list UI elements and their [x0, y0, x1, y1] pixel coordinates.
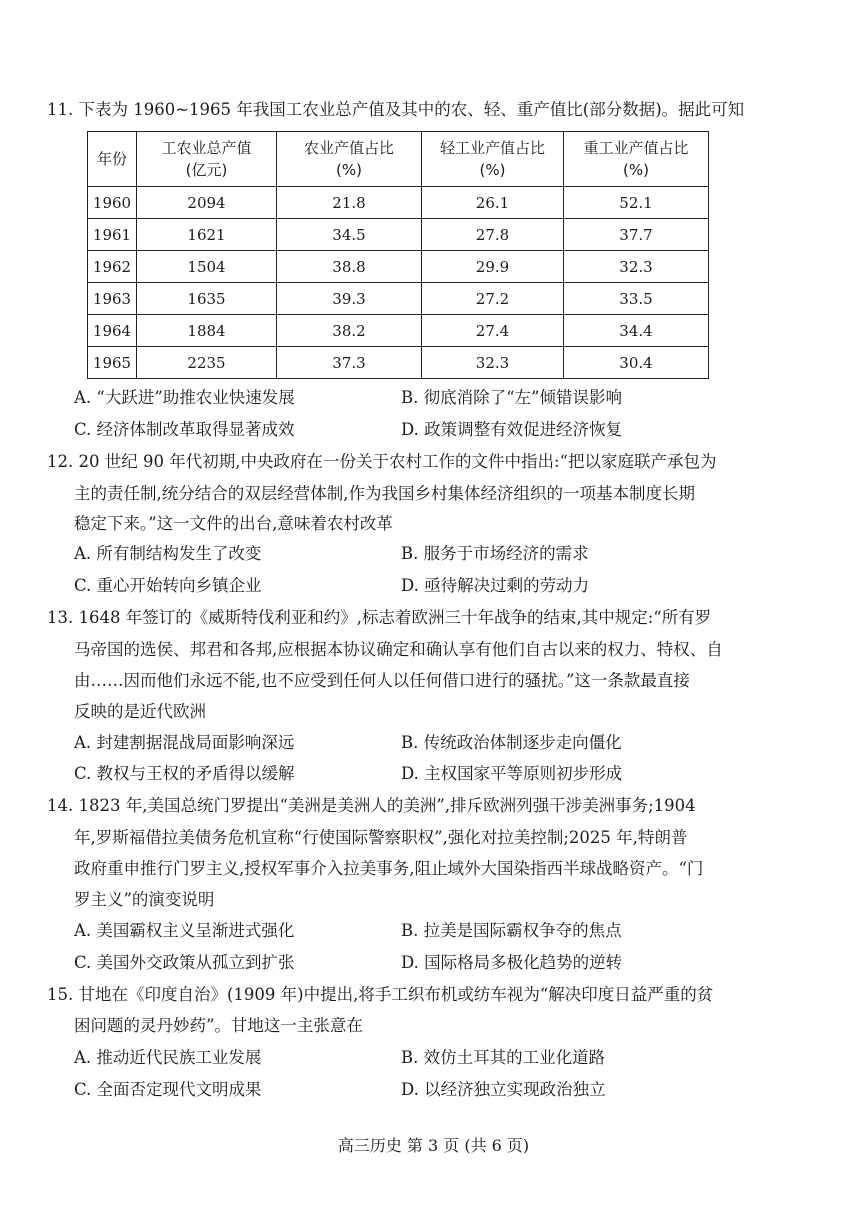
q13-line-4: 反映的是近代欧洲	[74, 702, 206, 721]
table-cell: 32.3	[564, 251, 709, 283]
q13-line-1: 13. 1648 年签订的《威斯特伐利亚和约》,标志着欧洲三十年战争的结束,其中规定:“所有罗	[47, 608, 712, 627]
table-cell: 34.5	[277, 219, 422, 251]
table-cell: 1963	[88, 283, 137, 315]
table-row	[88, 347, 709, 379]
table-cell: 52.1	[564, 187, 709, 219]
q12-option-d: D. 亟待解决过剩的劳动力	[401, 576, 590, 595]
table-cell: 1621	[137, 219, 277, 251]
table-header-row	[88, 132, 709, 187]
q14-option-a: A. 美国霸权主义呈渐进式强化	[74, 921, 295, 940]
header-light-industry-share: 轻工业产值占比 (%)	[422, 132, 564, 187]
q14-option-c: C. 美国外交政策从孤立到扩张	[74, 953, 295, 972]
q13-line-3: 由……因而他们永远不能,也不应受到任何人以任何借口进行的骚扰。”这一条款最直接	[74, 671, 690, 690]
table-cell: 1965	[88, 347, 137, 379]
q13-option-d: D. 主权国家平等原则初步形成	[401, 764, 623, 783]
q14-option-d: D. 国际格局多极化趋势的逆转	[401, 953, 623, 972]
header-heavy-industry-share: 重工业产值占比 (%)	[564, 132, 709, 187]
q14-option-b: B. 拉美是国际霸权争夺的焦点	[401, 921, 622, 940]
q11-option-c: C. 经济体制改革取得显著成效	[74, 420, 295, 439]
q14-line-4: 罗主义”的演变说明	[74, 890, 215, 909]
table-cell: 26.1	[422, 187, 564, 219]
table-row	[88, 219, 709, 251]
table-cell: 29.9	[422, 251, 564, 283]
table-row	[88, 283, 709, 315]
table-cell: 27.2	[422, 283, 564, 315]
table-cell: 38.2	[277, 315, 422, 347]
q11-stem: 11. 下表为 1960~1965 年我国工农业总产值及其中的农、轻、重产值比(部分数据)。据此可知	[47, 100, 745, 119]
page-footer: 高三历史 第 3 页 (共 6 页)	[337, 1136, 530, 1155]
q12-option-a: A. 所有制结构发生了改变	[74, 544, 262, 563]
table-cell: 21.8	[277, 187, 422, 219]
table-cell: 37.3	[277, 347, 422, 379]
q13-option-a: A. 封建割据混战局面影响深远	[74, 733, 295, 752]
table-cell: 27.8	[422, 219, 564, 251]
q12-line-3: 稳定下来。”这一文件的出台,意味着农村改革	[74, 514, 393, 533]
table-cell: 34.4	[564, 315, 709, 347]
table-cell: 2235	[137, 347, 277, 379]
q15-line-1: 15. 甘地在《印度自治》(1909 年)中提出,将手工织布机或纺车视为“解决印度日益严重的贫	[47, 985, 714, 1004]
q12-line-1: 12. 20 世纪 90 年代初期,中央政府在一份关于农村工作的文件中指出:“把以家庭联产承包为	[47, 452, 717, 471]
table-cell: 1961	[88, 219, 137, 251]
q14-line-1: 14. 1823 年,美国总统门罗提出“美洲是美洲人的美洲”,排斥欧洲列强干涉美洲事务;1904	[47, 796, 696, 815]
table-cell: 37.7	[564, 219, 709, 251]
q12-line-2: 主的责任制,统分结合的双层经营体制,作为我国乡村集体经济组织的一项基本制度长期	[74, 484, 695, 503]
table-cell: 1504	[137, 251, 277, 283]
q11-option-b: B. 彻底消除了“左”倾错误影响	[401, 388, 622, 407]
q13-line-2: 马帝国的选侯、邦君和各邦,应根据本协议确定和确认享有他们自古以来的权力、特权、自	[74, 640, 723, 659]
table-cell: 38.8	[277, 251, 422, 283]
q11-option-d: D. 政策调整有效促进经济恢复	[401, 420, 623, 439]
q11-option-a: A. “大跃进”助推农业快速发展	[74, 388, 295, 407]
q13-option-c: C. 教权与王权的矛盾得以缓解	[74, 764, 295, 783]
header-agriculture-share: 农业产值占比 (%)	[277, 132, 422, 187]
q15-option-a: A. 推动近代民族工业发展	[74, 1048, 262, 1067]
table-cell: 1962	[88, 251, 137, 283]
table-cell: 33.5	[564, 283, 709, 315]
header-year: 年份	[88, 132, 137, 187]
q15-option-d: D. 以经济独立实现政治独立	[401, 1080, 606, 1099]
table-cell: 1964	[88, 315, 137, 347]
q15-option-c: C. 全面否定现代文明成果	[74, 1080, 262, 1099]
q11-table	[87, 131, 709, 379]
q13-option-b: B. 传统政治体制逐步走向僵化	[401, 733, 622, 752]
table-cell: 1960	[88, 187, 137, 219]
q14-line-3: 政府重申推行门罗主义,授权军事介入拉美事务,阻止域外大国染指西半球战略资产。“门	[74, 859, 704, 878]
table-cell: 1635	[137, 283, 277, 315]
table-row	[88, 251, 709, 283]
table-cell: 30.4	[564, 347, 709, 379]
header-total-output: 工农业总产值 (亿元)	[137, 132, 277, 187]
q12-option-c: C. 重心开始转向乡镇企业	[74, 576, 262, 595]
q14-line-2: 年,罗斯福借拉美债务危机宣称“行使国际警察职权”,强化对拉美控制;2025 年,特朗普	[74, 828, 688, 847]
q15-line-2: 困问题的灵丹妙药”。甘地这一主张意在	[74, 1016, 363, 1035]
table-row	[88, 315, 709, 347]
table-cell: 39.3	[277, 283, 422, 315]
q15-option-b: B. 效仿土耳其的工业化道路	[401, 1048, 606, 1067]
table-cell: 1884	[137, 315, 277, 347]
table-cell: 27.4	[422, 315, 564, 347]
table-row	[88, 187, 709, 219]
table-cell: 32.3	[422, 347, 564, 379]
table-cell: 2094	[137, 187, 277, 219]
q12-option-b: B. 服务于市场经济的需求	[401, 544, 589, 563]
